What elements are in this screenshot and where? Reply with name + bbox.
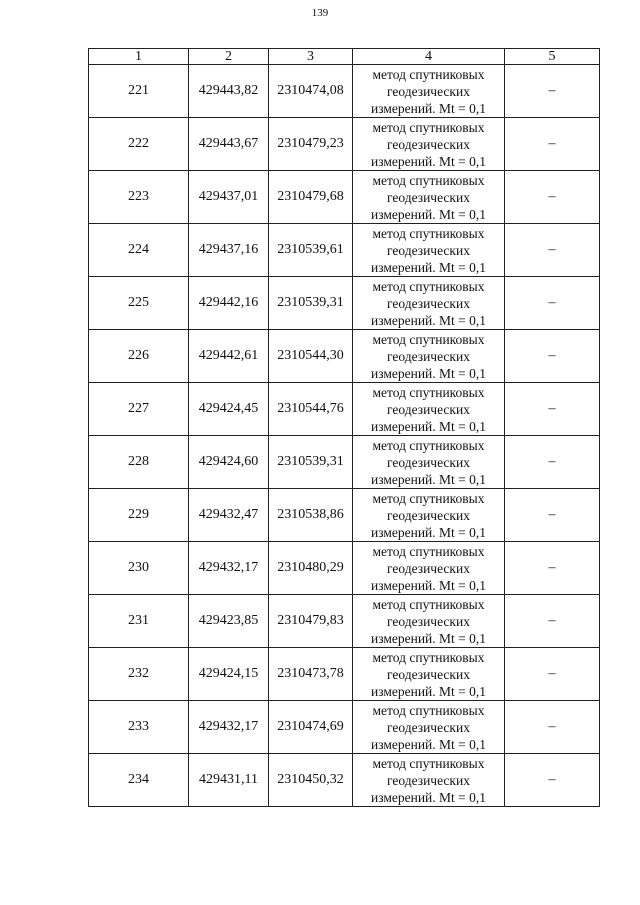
page-number: 139 [311, 7, 329, 19]
note-cell: – [505, 489, 600, 542]
x-coordinate-cell: 429424,60 [189, 436, 269, 489]
x-coordinate-cell: 429442,16 [189, 277, 269, 330]
point-number-cell: 232 [89, 648, 189, 701]
method-cell [353, 277, 505, 330]
method-text-line: измерений. Mt = 0,1 [370, 153, 487, 169]
method-text-line: метод спутниковых [372, 66, 485, 82]
x-coordinate-cell: 429431,11 [189, 754, 269, 807]
table-row [89, 436, 600, 489]
y-coordinate-cell: 2310474,08 [269, 65, 353, 118]
y-coordinate-cell: 2310544,30 [269, 330, 353, 383]
method-text-line: измерений. Mt = 0,1 [370, 100, 487, 116]
method-text-line: геодезических [387, 242, 470, 258]
method-text-line: метод спутниковых [372, 278, 485, 294]
method-text-line: измерений. Mt = 0,1 [370, 789, 487, 805]
method-text-line: геодезических [387, 136, 470, 152]
method-text-line: метод спутниковых [372, 702, 485, 718]
point-number-cell: 226 [89, 330, 189, 383]
note-cell: – [505, 171, 600, 224]
y-coordinate-cell: 2310450,32 [269, 754, 353, 807]
method-text-line: геодезических [387, 613, 470, 629]
column-header: 3 [269, 49, 353, 65]
method-cell [353, 489, 505, 542]
table-row [89, 65, 600, 118]
x-coordinate-cell: 429437,01 [189, 171, 269, 224]
note-cell: – [505, 383, 600, 436]
y-coordinate-cell: 2310479,68 [269, 171, 353, 224]
method-text-line: геодезических [387, 295, 470, 311]
method-text-line: метод спутниковых [372, 331, 485, 347]
method-text-line: геодезических [387, 772, 470, 788]
method-text-line: метод спутниковых [372, 755, 485, 771]
table-row [89, 648, 600, 701]
x-coordinate-cell: 429442,61 [189, 330, 269, 383]
column-header: 2 [189, 49, 269, 65]
method-cell [353, 701, 505, 754]
method-text-line: геодезических [387, 719, 470, 735]
method-text-line: геодезических [387, 560, 470, 576]
column-header: 5 [505, 49, 600, 65]
method-text-line: измерений. Mt = 0,1 [370, 524, 487, 540]
point-number-cell: 227 [89, 383, 189, 436]
method-text-line: метод спутниковых [372, 172, 485, 188]
method-cell [353, 754, 505, 807]
x-coordinate-cell: 429423,85 [189, 595, 269, 648]
x-coordinate-cell: 429432,17 [189, 542, 269, 595]
method-cell [353, 436, 505, 489]
method-cell [353, 648, 505, 701]
method-text-line: метод спутниковых [372, 437, 485, 453]
y-coordinate-cell: 2310474,69 [269, 701, 353, 754]
point-number-cell: 221 [89, 65, 189, 118]
note-cell: – [505, 701, 600, 754]
method-cell [353, 224, 505, 277]
method-text-line: измерений. Mt = 0,1 [370, 471, 487, 487]
table-row [89, 701, 600, 754]
table-header-row [89, 49, 600, 65]
table-row [89, 754, 600, 807]
method-text-line: измерений. Mt = 0,1 [370, 418, 487, 434]
method-cell [353, 330, 505, 383]
point-number-cell: 229 [89, 489, 189, 542]
table-row [89, 489, 600, 542]
table-row [89, 383, 600, 436]
table-row [89, 542, 600, 595]
point-number-cell: 231 [89, 595, 189, 648]
point-number-cell: 222 [89, 118, 189, 171]
method-cell [353, 542, 505, 595]
method-text-line: геодезических [387, 454, 470, 470]
column-header: 1 [89, 49, 189, 65]
x-coordinate-cell: 429432,17 [189, 701, 269, 754]
note-cell: – [505, 118, 600, 171]
y-coordinate-cell: 2310479,83 [269, 595, 353, 648]
method-text-line: геодезических [387, 189, 470, 205]
point-number-cell: 225 [89, 277, 189, 330]
note-cell: – [505, 224, 600, 277]
method-text-line: измерений. Mt = 0,1 [370, 736, 487, 752]
y-coordinate-cell: 2310544,76 [269, 383, 353, 436]
x-coordinate-cell: 429437,16 [189, 224, 269, 277]
method-text-line: метод спутниковых [372, 596, 485, 612]
table-row [89, 224, 600, 277]
note-cell: – [505, 65, 600, 118]
method-text-line: метод спутниковых [372, 119, 485, 135]
method-cell [353, 171, 505, 224]
coordinates-table [88, 48, 600, 807]
method-text-line: метод спутниковых [372, 649, 485, 665]
method-text-line: геодезических [387, 348, 470, 364]
method-text-line: измерений. Mt = 0,1 [370, 206, 487, 222]
y-coordinate-cell: 2310473,78 [269, 648, 353, 701]
y-coordinate-cell: 2310539,31 [269, 436, 353, 489]
table-row [89, 277, 600, 330]
y-coordinate-cell: 2310538,86 [269, 489, 353, 542]
method-cell [353, 383, 505, 436]
x-coordinate-cell: 429424,15 [189, 648, 269, 701]
method-text-line: измерений. Mt = 0,1 [370, 365, 487, 381]
method-cell [353, 65, 505, 118]
table-row [89, 171, 600, 224]
method-cell [353, 118, 505, 171]
note-cell: – [505, 648, 600, 701]
note-cell: – [505, 436, 600, 489]
y-coordinate-cell: 2310539,31 [269, 277, 353, 330]
method-text-line: метод спутниковых [372, 384, 485, 400]
y-coordinate-cell: 2310480,29 [269, 542, 353, 595]
point-number-cell: 233 [89, 701, 189, 754]
note-cell: – [505, 330, 600, 383]
note-cell: – [505, 277, 600, 330]
method-cell [353, 595, 505, 648]
x-coordinate-cell: 429443,82 [189, 65, 269, 118]
method-text-line: измерений. Mt = 0,1 [370, 259, 487, 275]
point-number-cell: 223 [89, 171, 189, 224]
note-cell: – [505, 595, 600, 648]
method-text-line: геодезических [387, 507, 470, 523]
method-text-line: измерений. Mt = 0,1 [370, 630, 487, 646]
method-text-line: геодезических [387, 401, 470, 417]
y-coordinate-cell: 2310479,23 [269, 118, 353, 171]
method-text-line: геодезических [387, 666, 470, 682]
point-number-cell: 234 [89, 754, 189, 807]
point-number-cell: 228 [89, 436, 189, 489]
method-text-line: геодезических [387, 83, 470, 99]
x-coordinate-cell: 429443,67 [189, 118, 269, 171]
point-number-cell: 224 [89, 224, 189, 277]
column-header: 4 [353, 49, 505, 65]
method-text-line: метод спутниковых [372, 225, 485, 241]
x-coordinate-cell: 429424,45 [189, 383, 269, 436]
note-cell: – [505, 542, 600, 595]
point-number-cell: 230 [89, 542, 189, 595]
note-cell: – [505, 754, 600, 807]
method-text-line: метод спутниковых [372, 543, 485, 559]
y-coordinate-cell: 2310539,61 [269, 224, 353, 277]
method-text-line: метод спутниковых [372, 490, 485, 506]
table-row [89, 330, 600, 383]
method-text-line: измерений. Mt = 0,1 [370, 577, 487, 593]
method-text-line: измерений. Mt = 0,1 [370, 312, 487, 328]
table-row [89, 118, 600, 171]
method-text-line: измерений. Mt = 0,1 [370, 683, 487, 699]
x-coordinate-cell: 429432,47 [189, 489, 269, 542]
table-row [89, 595, 600, 648]
